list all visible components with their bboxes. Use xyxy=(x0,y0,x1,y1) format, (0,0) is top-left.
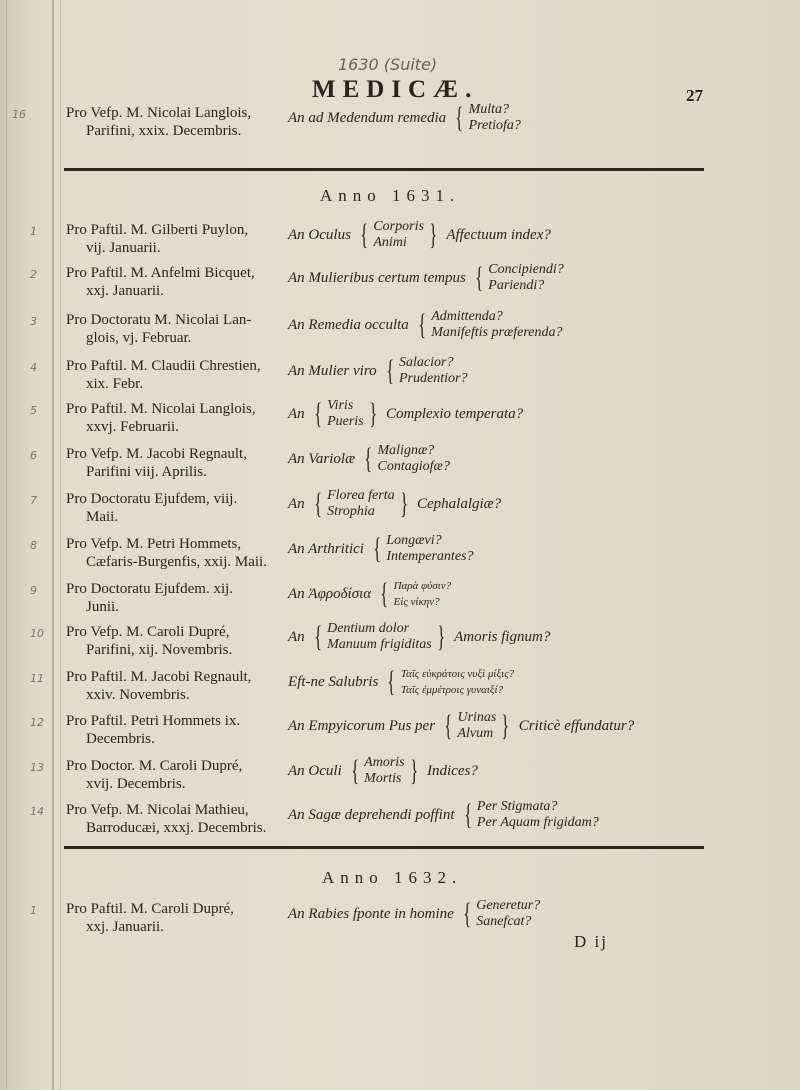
option-text: Amoris xyxy=(364,755,405,770)
thesis-question xyxy=(288,710,634,742)
options xyxy=(401,666,514,698)
thesis-question xyxy=(288,799,599,831)
option-text: Concipiendi? xyxy=(488,262,564,277)
option-text: Generetur? xyxy=(476,898,541,913)
binding-line-inner xyxy=(60,0,61,1090)
defense-line-1: Pro Paftil. M. Claudii Chrestien, xyxy=(66,358,261,374)
thesis-question xyxy=(288,755,478,787)
defense-line-2: Maii. xyxy=(86,509,119,525)
option-text: Viris xyxy=(327,398,354,413)
option-text: Animi xyxy=(373,235,407,250)
defense-info xyxy=(66,221,281,257)
defense-line-2: Parifini, xxix. Decembris. xyxy=(86,123,242,139)
thesis-question xyxy=(288,443,450,475)
option-text: Εἰς νίκην? xyxy=(393,596,440,608)
defense-line-2: xxvj. Februarii. xyxy=(86,419,179,435)
margin-number: 8 xyxy=(30,539,37,552)
margin-number: 11 xyxy=(30,672,44,685)
option-text: Ταῖς ἐμμέτροις γυναιξί? xyxy=(400,684,504,696)
thesis-question xyxy=(288,262,564,294)
option-text: Florea ferta xyxy=(327,488,395,503)
thesis-question xyxy=(288,355,467,387)
question-text: An Oculi xyxy=(288,762,342,779)
page-edge-line xyxy=(6,0,7,1090)
brace-left: { xyxy=(313,397,322,430)
option-text: Prudentior? xyxy=(399,371,468,386)
thesis-question xyxy=(288,219,551,251)
thesis-question xyxy=(288,533,473,565)
defense-line-2: xvij. Decembris. xyxy=(86,776,186,792)
brace-left: { xyxy=(373,532,382,565)
options xyxy=(373,219,424,251)
brace-right: } xyxy=(436,620,445,653)
defense-line-2: Parifini, xij. Novembris. xyxy=(86,642,233,658)
question-text: An Remedia occulta xyxy=(288,316,409,333)
options xyxy=(378,443,450,475)
option-text: Longævi? xyxy=(386,533,442,548)
option-text: Παρὰ φύσιν? xyxy=(393,580,452,592)
defense-info xyxy=(66,400,281,436)
defense-line-2: xxiv. Novembris. xyxy=(86,687,190,703)
option-text: Mortis xyxy=(364,771,402,786)
defense-line-1: Pro Paftil. M. Jacobi Regnault, xyxy=(66,669,252,685)
option-text: Admittenda? xyxy=(431,309,503,324)
option-text: Sanefcat? xyxy=(476,914,532,929)
option-text: Manifeftis præferenda? xyxy=(431,325,563,340)
defense-line-2: Parifini viij. Aprilis. xyxy=(86,464,207,480)
options xyxy=(476,898,540,930)
defense-line-1: Pro Paftil. M. Anfelmi Bicquet, xyxy=(66,265,255,281)
brace-left: { xyxy=(364,442,373,475)
defense-line-1: Pro Vefp. M. Jacobi Regnault, xyxy=(66,446,247,462)
options xyxy=(327,488,395,520)
thesis-question xyxy=(288,488,501,520)
thesis-question xyxy=(288,621,550,653)
question-text: Eft-ne Salubris xyxy=(288,673,379,690)
defense-line-1: Pro Doctor. M. Caroli Dupré, xyxy=(66,758,243,774)
option-text: Dentium dolor xyxy=(327,621,410,636)
brace-left: { xyxy=(380,577,389,610)
options xyxy=(386,533,473,565)
option-text: Per Stigmata? xyxy=(476,799,558,814)
handwritten-note: 1630 (Suite) xyxy=(338,55,438,74)
margin-number: 3 xyxy=(30,315,37,328)
question-text: An Oculus xyxy=(288,226,351,243)
question-text: An Sagæ deprehendi poffint xyxy=(288,806,455,823)
year-heading-1632: Anno 1632. xyxy=(322,868,463,887)
options xyxy=(488,262,563,294)
margin-number: 12 xyxy=(30,716,44,729)
thesis-question xyxy=(288,398,523,430)
question-text: An ad Medendum remedia xyxy=(288,109,447,126)
question-text: An xyxy=(288,495,305,512)
brace-left: { xyxy=(360,218,369,251)
defense-line-1: Pro Vefp. M. Caroli Dupré, xyxy=(66,624,230,640)
options xyxy=(327,621,432,653)
question-text: An Mulieribus certum tempus xyxy=(288,269,466,286)
question-text: An Arthritici xyxy=(288,540,364,557)
binding-line xyxy=(52,0,54,1090)
page-title: MEDICÆ. xyxy=(312,76,479,103)
defense-info xyxy=(66,580,281,616)
option-text: Malignæ? xyxy=(377,443,435,458)
defense-info xyxy=(66,264,281,300)
options xyxy=(457,710,496,742)
brace-left: { xyxy=(418,308,426,341)
defense-info xyxy=(66,712,281,748)
question-text: An Mulier viro xyxy=(288,362,377,379)
margin-number: 6 xyxy=(30,449,37,462)
margin-number: 4 xyxy=(30,361,37,374)
defense-line-1: Pro Paftil. M. Gilberti Puylon, xyxy=(66,222,249,238)
defense-line-1: Pro Paftil. Petri Hommets ix. xyxy=(66,713,241,729)
defense-line-2: glois, vj. Februar. xyxy=(86,330,192,346)
brace-right: } xyxy=(429,218,438,251)
options xyxy=(364,755,404,787)
question-text: An Ἀφροδίσια xyxy=(288,585,372,602)
defense-line-2: xix. Febr. xyxy=(86,376,144,392)
question-suffix: Affectuum index? xyxy=(446,226,551,243)
brace-left: { xyxy=(387,665,396,698)
option-text: Per Aquam frigidam? xyxy=(476,815,599,830)
brace-right: } xyxy=(501,709,510,742)
option-text: Contagiofæ? xyxy=(377,459,450,474)
brace-right: } xyxy=(368,397,377,430)
brace-left: { xyxy=(313,620,322,653)
defense-line-1: Pro Vefp. M. Nicolai Langlois, xyxy=(66,105,252,121)
option-text: Pueris xyxy=(327,414,364,429)
option-text: Urinas xyxy=(457,710,497,725)
options xyxy=(477,799,599,831)
signature-mark: D ij xyxy=(574,932,608,951)
section-rule xyxy=(64,168,704,171)
brace-left: { xyxy=(350,754,359,787)
option-text: Manuum frigiditas xyxy=(327,637,432,652)
margin-number: 7 xyxy=(30,494,37,507)
defense-info xyxy=(66,668,281,704)
defense-info xyxy=(66,900,281,936)
question-suffix: Cephalalgiæ? xyxy=(417,495,502,512)
brace-left: { xyxy=(475,261,484,294)
thesis-question xyxy=(288,898,540,930)
question-suffix: Complexio temperata? xyxy=(386,405,524,422)
thesis-question xyxy=(288,578,451,610)
margin-number: 2 xyxy=(30,268,37,281)
brace-left: { xyxy=(313,487,322,520)
question-text: An xyxy=(288,405,305,422)
defense-info xyxy=(66,535,281,571)
defense-info xyxy=(66,490,281,526)
margin-number: 14 xyxy=(30,805,44,818)
defense-line-1: Pro Paftil. M. Caroli Dupré, xyxy=(66,901,234,917)
defense-line-2: Decembris. xyxy=(86,731,155,747)
defense-line-1: Pro Doctoratu Ejufdem, viij. xyxy=(66,491,238,507)
question-text: An xyxy=(288,628,305,645)
question-suffix: Amoris fignum? xyxy=(454,628,551,645)
brace-left: { xyxy=(463,897,471,930)
option-text: Strophia xyxy=(327,504,375,519)
option-text: Multa? xyxy=(468,102,510,117)
defense-line-1: Pro Paftil. M. Nicolai Langlois, xyxy=(66,401,256,417)
defense-line-2: Barroducæi, xxxj. Decembris. xyxy=(86,820,267,836)
question-text: An Empyicorum Pus per xyxy=(288,717,436,734)
brace-left: { xyxy=(463,798,472,831)
year-heading-1631: Anno 1631. xyxy=(320,186,461,205)
option-text: Pretiofa? xyxy=(468,118,521,133)
defense-info xyxy=(66,623,281,659)
question-suffix: Indices? xyxy=(427,762,478,779)
defense-line-2: Cæfaris-Burgenfis, xxij. Maii. xyxy=(86,554,267,570)
options xyxy=(327,398,364,430)
options xyxy=(431,309,562,341)
defense-info xyxy=(66,311,281,347)
option-text: Ταῖς εὐκράτοις νυξὶ μίξις? xyxy=(400,668,515,680)
thesis-question xyxy=(288,102,521,134)
margin-number: 13 xyxy=(30,761,44,774)
margin-number: 1 xyxy=(30,904,37,917)
thesis-question xyxy=(288,666,514,698)
question-text: An Rabies fponte in homine xyxy=(288,905,454,922)
defense-info xyxy=(66,801,281,837)
defense-line-1: Pro Vefp. M. Petri Hommets, xyxy=(66,536,242,552)
margin-number: 1 xyxy=(30,225,37,238)
thesis-question xyxy=(288,309,563,341)
question-text: An Variolæ xyxy=(288,450,356,467)
page-number: 27 xyxy=(686,86,703,105)
option-text: Salacior? xyxy=(399,355,454,370)
defense-info xyxy=(66,104,281,140)
margin-number: 10 xyxy=(30,627,44,640)
brace-right: } xyxy=(399,487,408,520)
options xyxy=(399,355,467,387)
margin-number: 5 xyxy=(30,404,37,417)
defense-line-1: Pro Doctoratu Ejufdem. xij. xyxy=(66,581,234,597)
defense-line-2: Junii. xyxy=(86,599,119,615)
defense-info xyxy=(66,357,281,393)
defense-line-2: xxj. Januarii. xyxy=(86,283,164,299)
defense-line-2: vij. Januarii. xyxy=(86,240,161,256)
defense-info xyxy=(66,445,281,481)
brace-left: { xyxy=(444,709,453,742)
margin-number: 9 xyxy=(30,584,37,597)
brace-right: } xyxy=(409,754,418,787)
options xyxy=(394,578,452,610)
option-text: Alvum xyxy=(457,726,494,741)
defense-line-1: Pro Doctoratu M. Nicolai Lan- xyxy=(66,312,252,328)
defense-line-2: xxj. Januarii. xyxy=(86,919,164,935)
option-text: Pariendi? xyxy=(488,278,545,293)
defense-line-1: Pro Vefp. M. Nicolai Mathieu, xyxy=(66,802,249,818)
defense-info xyxy=(66,757,281,793)
question-suffix: Criticè effundatur? xyxy=(518,717,635,734)
section-rule xyxy=(64,846,704,849)
options xyxy=(469,102,521,134)
option-text: Intemperantes? xyxy=(386,549,474,564)
brace-left: { xyxy=(385,354,394,387)
option-text: Corporis xyxy=(373,219,424,234)
margin-number: 16 xyxy=(12,108,26,121)
brace-left: { xyxy=(455,101,464,134)
